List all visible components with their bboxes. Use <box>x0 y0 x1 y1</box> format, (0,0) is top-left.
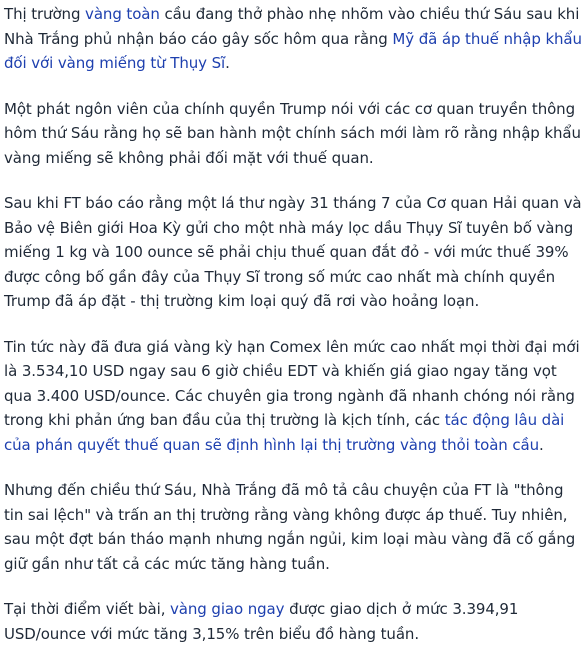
paragraph-1-text-c: . <box>225 54 230 72</box>
paragraph-1-text-b: cầu đang thở phào nhẹ nhõm vào chiều thứ Sáu sau khi Nhà Trắng phủ nhận báo cáo gây sốc hôm qua rằng <box>4 5 580 48</box>
paragraph-6-text-b: được giao dịch ở mức 3.394,91 USD/ounce với mức tăng 3,15% trên biểu đồ hàng tuần. <box>4 600 519 643</box>
paragraph-4-text-b: . <box>539 435 544 454</box>
paragraph-6-text-a: Tại thời điểm viết bài, <box>4 600 171 618</box>
link-spot-gold[interactable]: vàng giao ngay <box>170 600 285 618</box>
paragraph-2: Một phát ngôn viên của chính quyền Trump nói với các cơ quan truyền thông hôm thứ Sáu rằng họ sẽ ban hành một chính sách mới làm rõ rằng nhập khẩu vàng miếng sẽ không phải đối mặt với thuế quan. <box>4 99 581 167</box>
link-tariff-long-term-impact[interactable]: tác động lâu dài của phán quyết thuế quan sẽ định hình lại thị trường vàng thỏi toàn cầu <box>4 411 565 454</box>
paragraph-6 <box>4 597 583 646</box>
link-us-tariff-swiss-gold[interactable]: Mỹ đã áp thuế nhập khẩu đối với vàng miếng từ Thụy Sĩ <box>4 29 582 72</box>
paragraph-4 <box>4 335 583 458</box>
paragraph-1 <box>4 2 583 76</box>
paragraph-4-text-a: Tin tức này đã đưa giá vàng kỳ hạn Comex lên mức cao nhất mọi thời đại mới là 3.534,10 USD ngay sau 6 giờ chiều EDT và khiến giá giao ngay tăng vọt qua 3.400 USD/ounce. Các chuyên gia trong ngành đã nhanh chóng nói rằng trong khi phản ứng ban đầu của thị trường là kịch tính, các <box>4 337 580 429</box>
paragraph-3: Sau khi FT báo cáo rằng một lá thư ngày 31 tháng 7 của Cơ quan Hải quan và Bảo vệ Biên giới Hoa Kỳ gửi cho một nhà máy lọc dầu Thụy Sĩ tuyên bố vàng miếng 1 kg và 100 ounce sẽ phải chịu thuế quan đắt đỏ - với mức thuế 39% được công bố gần đây của Thụy Sĩ trong số mức cao nhất mà chính quyền Trump đã áp đặt - thị trường kim loại quý đã rơi vào hoảng loạn. <box>4 194 582 310</box>
paragraph-1-text-a: Thị trường <box>4 5 86 23</box>
link-gold-global[interactable]: vàng toàn <box>85 5 160 23</box>
paragraph-5: Nhưng đến chiều thứ Sáu, Nhà Trắng đã mô tả câu chuyện của FT là "thông tin sai lệch" và trấn an thị trường rằng vàng không được áp thuế. Tuy nhiên, sau một đợt bán tháo mạnh nhưng ngắn ngủi, kim loại màu vàng đã cố gắng giữ gần như tất cả các mức tăng hàng tuần. <box>4 481 576 573</box>
